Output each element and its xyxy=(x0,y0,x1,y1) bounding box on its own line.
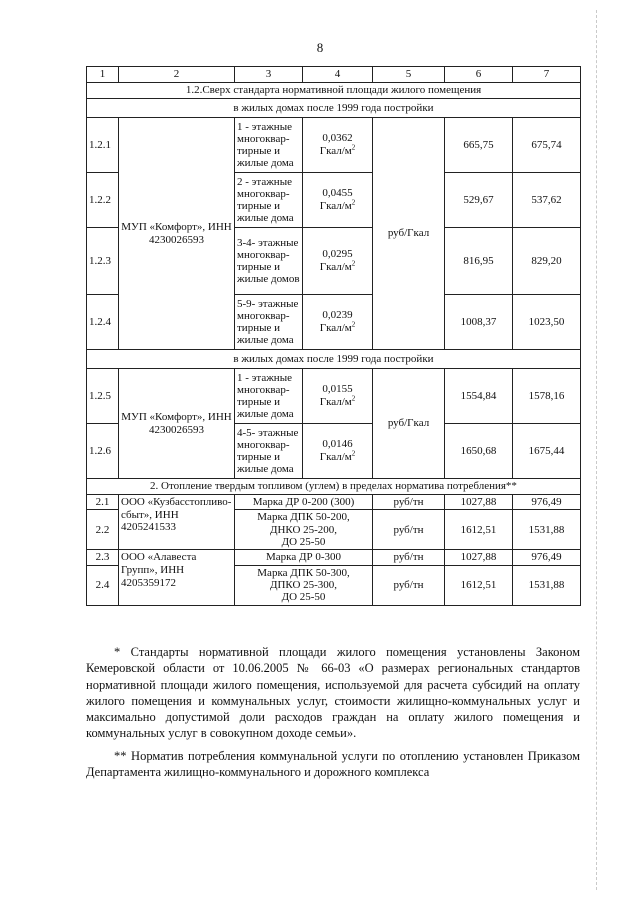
tariff-table xyxy=(86,66,581,606)
row-index: 2.4 xyxy=(87,565,119,605)
price-1: 1008,37 xyxy=(445,295,513,350)
price-2: 1578,16 xyxy=(513,369,581,424)
coal-grade: Марка ДР 0-300 xyxy=(235,550,373,565)
price-2: 829,20 xyxy=(513,228,581,295)
row-index: 1.2.4 xyxy=(87,295,119,350)
row-index: 2.1 xyxy=(87,495,119,510)
header-cell: 7 xyxy=(513,67,581,83)
footnotes xyxy=(86,644,580,786)
header-cell: 2 xyxy=(119,67,235,83)
table-row xyxy=(87,118,581,173)
unit-cell: руб/тн xyxy=(373,565,445,605)
norm-unit: Гкал/м xyxy=(319,451,352,463)
norm-value: 0,0455 xyxy=(322,187,353,200)
norm-value: 0,0146 xyxy=(322,438,353,451)
row-index: 1.2.6 xyxy=(87,424,119,479)
price-2: 1023,50 xyxy=(513,295,581,350)
header-cell: 6 xyxy=(445,67,513,83)
header-cell: 5 xyxy=(373,67,445,83)
building-type: 3-4- этажные многоквар-тирные и жилые домов xyxy=(235,228,303,295)
norm-cell: 0,0155 Гкал/$м^2$ xyxy=(303,369,373,424)
building-type: 1 - этажные многоквар-тирные и жилые дома xyxy=(235,118,303,173)
norm-cell: 0,0362 Гкал/$м^2$ xyxy=(303,118,373,173)
norm-unit: Гкал/м xyxy=(319,145,352,157)
footnote-consumption-norm: ** Норматив потребления коммунальной услуги по отоплению установлен Приказом Департамента жилищно-коммунального и дорожного комплекса xyxy=(86,748,580,779)
price-2: 1531,88 xyxy=(513,565,581,605)
norm-value: 0,0362 xyxy=(322,132,353,145)
norm-cell: 0,0295 Гкал/$м^2$ xyxy=(303,228,373,295)
price-1: 1027,88 xyxy=(445,495,513,510)
unit-cell: руб/тн xyxy=(373,550,445,565)
norm-value: 0,0239 xyxy=(322,309,353,322)
coal-grade xyxy=(235,510,373,550)
norm-unit: Гкал/м xyxy=(319,200,352,212)
row-index: 1.2.3 xyxy=(87,228,119,295)
header-cell: 3 xyxy=(235,67,303,83)
coal-grade-line: Марка ДПК 50-300, xyxy=(257,566,350,579)
price-1: 1650,68 xyxy=(445,424,513,479)
price-1: 1612,51 xyxy=(445,565,513,605)
subsection-title-row xyxy=(87,350,581,369)
price-2: 675,74 xyxy=(513,118,581,173)
header-cell: 1 xyxy=(87,67,119,83)
section-title-row xyxy=(87,479,581,495)
header-row xyxy=(87,67,581,83)
subsection-title-row xyxy=(87,99,581,118)
subsection-title: в жилых домах после 1999 года постройки xyxy=(87,350,581,369)
building-type: 4-5- этажные многоквар-тирные и жилые дома xyxy=(235,424,303,479)
coal-grade-line: ДПКО 25-300, xyxy=(269,578,338,591)
section-title: 1.2.Сверх стандарта нормативной площади жилого помещения xyxy=(87,83,581,99)
price-1: 1554,84 xyxy=(445,369,513,424)
row-index: 2.2 xyxy=(87,510,119,550)
coal-grade: Марка ДР 0-200 (300) xyxy=(235,495,373,510)
unit-cell: руб/тн xyxy=(373,495,445,510)
building-type: 1 - этажные многоквар-тирные и жилые дома xyxy=(235,369,303,424)
header-cell: 4 xyxy=(303,67,373,83)
subsection-title: в жилых домах после 1999 года постройки xyxy=(87,99,581,118)
row-index: 1.2.5 xyxy=(87,369,119,424)
scan-edge-line xyxy=(596,10,597,890)
norm-unit: Гкал/м xyxy=(319,261,352,273)
organization-cell: ООО «Кузбасстопливо-сбыт», ИНН 4205241533 xyxy=(119,495,235,550)
price-2: 976,49 xyxy=(513,550,581,565)
building-type: 2 - этажные многоквар-тирные и жилые дома xyxy=(235,173,303,228)
price-1: 529,67 xyxy=(445,173,513,228)
row-index: 2.3 xyxy=(87,550,119,565)
building-type: 5-9- этажные многоквар-тирные и жилые дома xyxy=(235,295,303,350)
price-2: 1531,88 xyxy=(513,510,581,550)
footnote-standards: * Стандарты нормативной площади жилого помещения установлены Законом Кемеровской области от 10.06.2005 № 66-03 «О размерах региональных стандартов нормативной площади жилого помещения, используемой для расчета субсидий на оплату жилого помещения и коммунальных услуг, стоимости жилищно-коммунальных услуг и максимально допустимой доли расходов граждан на оплату жилого помещения и коммунальных услуг в совокупном доходе семьи». xyxy=(86,645,580,741)
norm-unit: Гкал/м xyxy=(319,322,352,334)
price-2: 1675,44 xyxy=(513,424,581,479)
coal-grade xyxy=(235,565,373,605)
row-index: 1.2.1 xyxy=(87,118,119,173)
coal-grade-line: ДНКО 25-200, xyxy=(269,523,338,536)
price-1: 816,95 xyxy=(445,228,513,295)
norm-value: 0,0155 xyxy=(322,383,353,396)
table-row xyxy=(87,495,581,510)
page-number: 8 xyxy=(316,40,324,55)
norm-cell: 0,0239 Гкал/$м^2$ xyxy=(303,295,373,350)
price-2: 537,62 xyxy=(513,173,581,228)
coal-grade-line: ДО 25-50 xyxy=(281,591,326,604)
norm-value: 0,0295 xyxy=(322,248,353,261)
price-1: 1027,88 xyxy=(445,550,513,565)
organization-cell: ООО «Алавеста Групп», ИНН 4205359172 xyxy=(119,550,235,605)
norm-unit: Гкал/м xyxy=(319,396,352,408)
price-2: 976,49 xyxy=(513,495,581,510)
norm-cell: 0,0455 Гкал/$м^2$ xyxy=(303,173,373,228)
section-title-row xyxy=(87,83,581,99)
organization-cell: МУП «Комфорт», ИНН 4230026593 xyxy=(119,118,235,350)
price-1: 1612,51 xyxy=(445,510,513,550)
table-row xyxy=(87,550,581,565)
unit-cell: руб/тн xyxy=(373,510,445,550)
section-title: 2. Отопление твердым топливом (углем) в пределах норматива потребления** xyxy=(87,479,581,495)
coal-grade-line: Марка ДПК 50-200, xyxy=(257,511,350,524)
norm-cell: 0,0146 Гкал/$м^2$ xyxy=(303,424,373,479)
price-1: 665,75 xyxy=(445,118,513,173)
unit-cell: руб/Гкал xyxy=(373,369,445,479)
coal-grade-line: ДО 25-50 xyxy=(281,535,326,548)
row-index: 1.2.2 xyxy=(87,173,119,228)
unit-cell: руб/Гкал xyxy=(373,118,445,350)
organization-cell: МУП «Комфорт», ИНН 4230026593 xyxy=(119,369,235,479)
table-row xyxy=(87,369,581,424)
